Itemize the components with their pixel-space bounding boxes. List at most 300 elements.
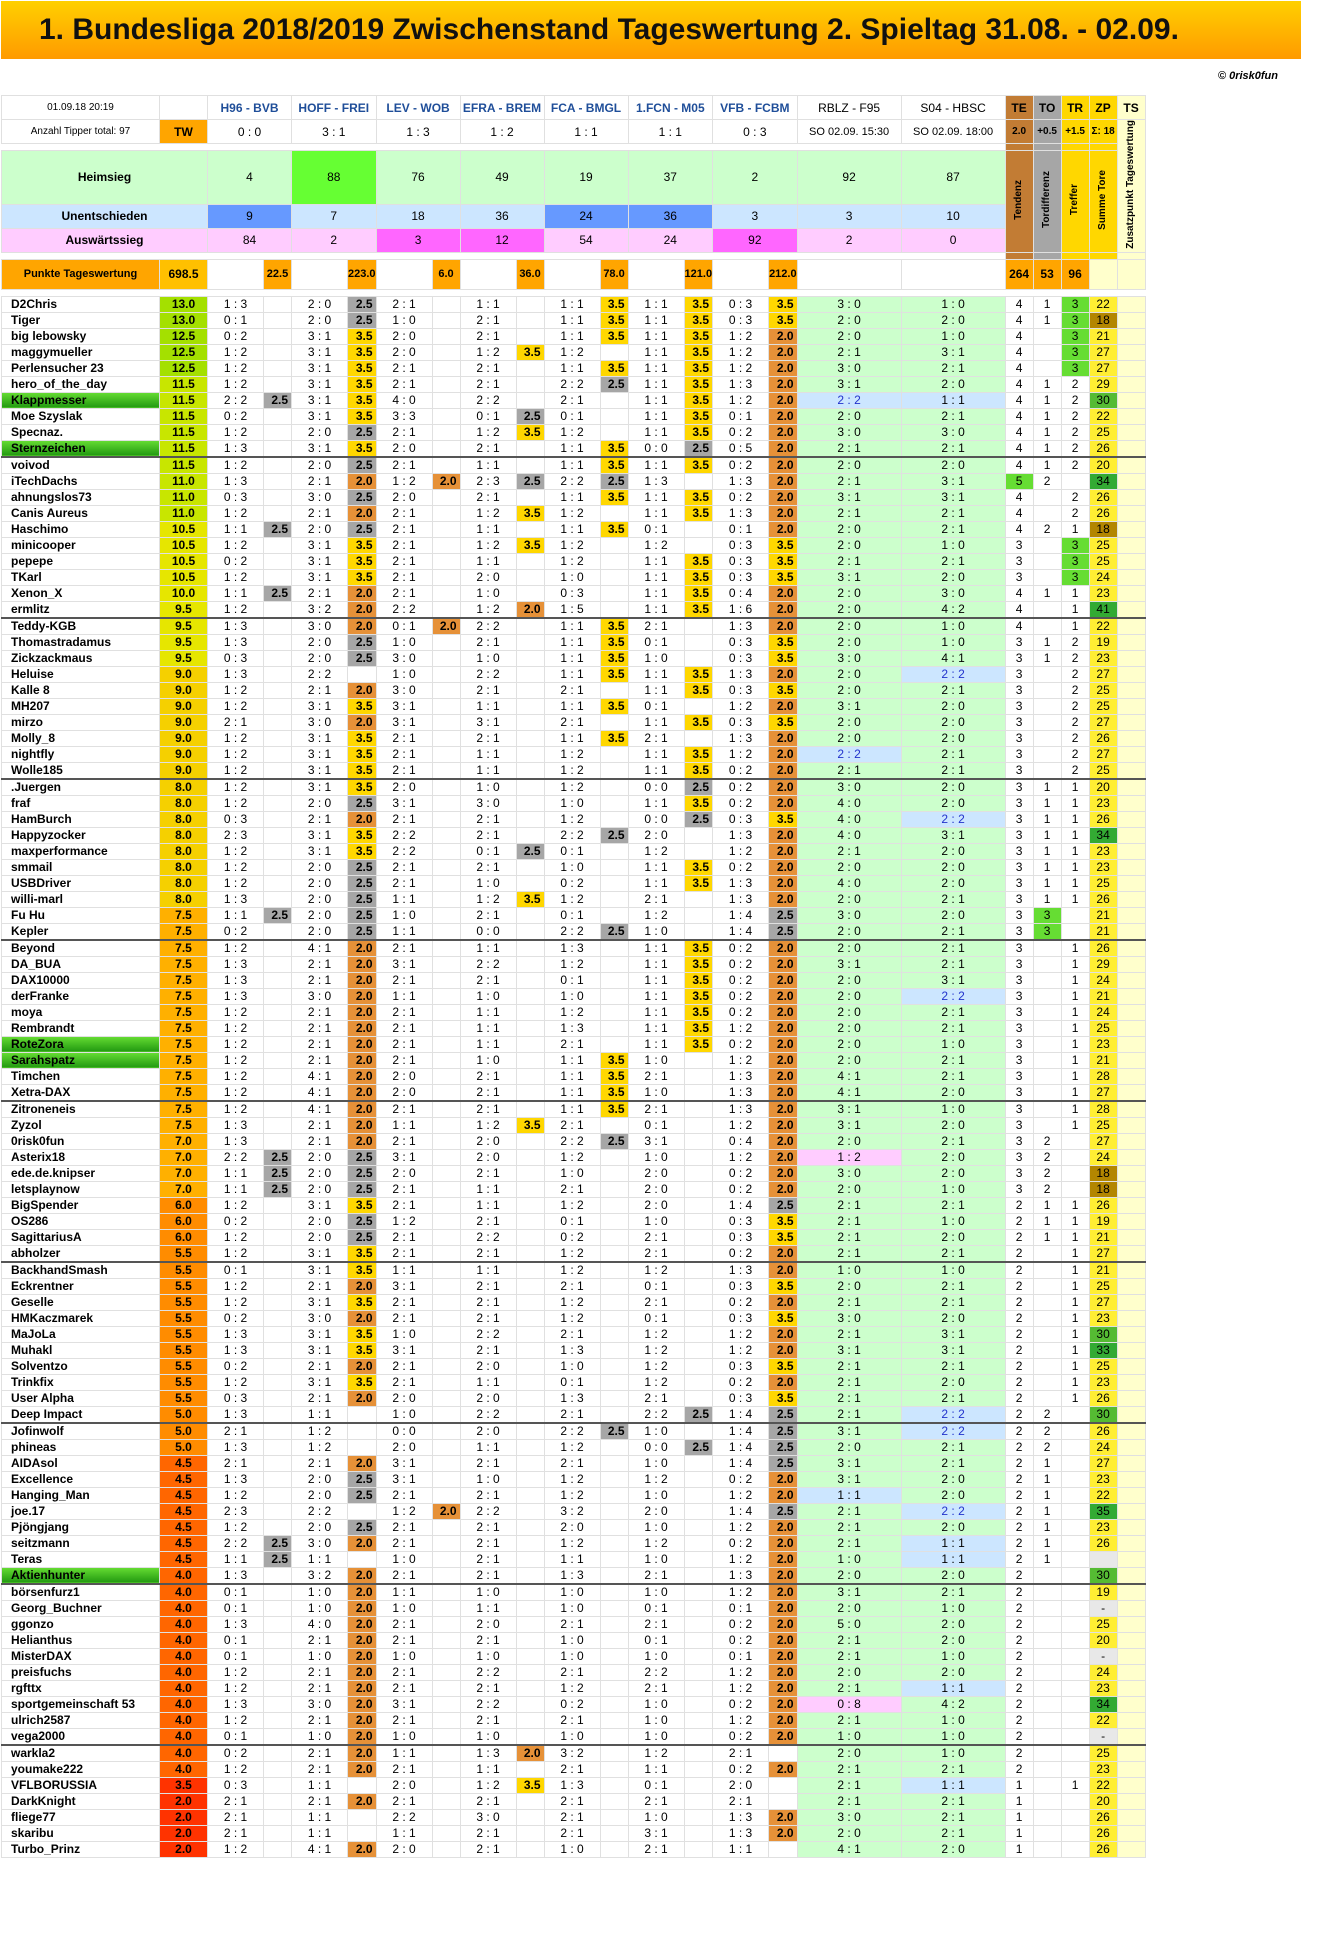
tip: 1 : 1 xyxy=(544,312,600,328)
tip: 1 : 2 xyxy=(208,537,264,553)
tip: 1 : 2 xyxy=(292,1439,348,1455)
tip: 1 : 1 xyxy=(544,457,600,474)
table-row xyxy=(2,1374,1146,1390)
tip: 2 : 1 xyxy=(797,1712,901,1728)
tip: 2 : 2 xyxy=(460,956,516,972)
tip-points xyxy=(516,1519,544,1535)
to-value xyxy=(1033,1600,1061,1616)
tr-value: 2 xyxy=(1061,424,1089,440)
to-value xyxy=(1033,553,1061,569)
tip-points xyxy=(348,1439,377,1455)
tip-points xyxy=(432,1052,460,1068)
to-value xyxy=(1033,1117,1061,1133)
tip-points xyxy=(264,923,292,940)
tip: 0 : 3 xyxy=(713,682,769,698)
tip: 2 : 2 xyxy=(376,1809,432,1825)
tip: 1 : 0 xyxy=(376,1728,432,1745)
ts-value xyxy=(1117,923,1145,940)
table-row xyxy=(2,1390,1146,1406)
tip: 3 : 1 xyxy=(376,698,432,714)
tip: 1 : 2 xyxy=(713,843,769,859)
tip: 0 : 1 xyxy=(628,1117,684,1133)
tip-points: 2.5 xyxy=(348,923,377,940)
ts-value xyxy=(1117,1761,1145,1777)
tip-points xyxy=(264,424,292,440)
tr-value: 1 xyxy=(1061,1229,1089,1245)
tip-points: 3.5 xyxy=(684,392,713,408)
tip-points: 2.0 xyxy=(769,1052,798,1068)
tip-points xyxy=(600,1165,628,1181)
zp-value: 21 xyxy=(1089,1052,1117,1068)
tip: 3 : 1 xyxy=(292,1294,348,1310)
tip: 3 : 1 xyxy=(797,569,901,585)
tip-points xyxy=(600,843,628,859)
tip-points xyxy=(432,1728,460,1745)
ts-value xyxy=(1117,1423,1145,1440)
tip: 0 : 0 xyxy=(376,1423,432,1440)
tipper-tw: 4.0 xyxy=(160,1712,208,1728)
tipper-tw: 7.5 xyxy=(160,1004,208,1020)
tip: 2 : 0 xyxy=(901,698,1005,714)
tip-points xyxy=(264,988,292,1004)
tr-value: 2 xyxy=(1061,730,1089,746)
zp-value: 21 xyxy=(1089,907,1117,923)
ts-value xyxy=(1117,1374,1145,1390)
tip-points: 2.0 xyxy=(348,1696,377,1712)
tip: 1 : 4 xyxy=(713,1423,769,1440)
zp-value: 28 xyxy=(1089,1101,1117,1118)
ts-value xyxy=(1117,585,1145,601)
tip-points xyxy=(264,1761,292,1777)
tipper-tw: 4.5 xyxy=(160,1455,208,1471)
tip: 3 : 0 xyxy=(797,360,901,376)
tip-points xyxy=(600,682,628,698)
tip-points: 3.5 xyxy=(684,859,713,875)
te-value: 4 xyxy=(1005,601,1033,618)
to-value: 1 xyxy=(1033,811,1061,827)
tip: 1 : 0 xyxy=(901,618,1005,635)
tip: 2 : 1 xyxy=(292,1390,348,1406)
tip: 1 : 1 xyxy=(208,1165,264,1181)
tip: 1 : 2 xyxy=(713,1052,769,1068)
tip: 1 : 2 xyxy=(208,730,264,746)
tipper-name: Xetra-DAX xyxy=(2,1084,160,1101)
tip: 2 : 2 xyxy=(901,1503,1005,1519)
tip-points xyxy=(264,1584,292,1601)
tipper-name: Excellence xyxy=(2,1471,160,1487)
tip: 1 : 0 xyxy=(376,1551,432,1567)
tip-points xyxy=(432,1101,460,1118)
tip: 1 : 1 xyxy=(628,1020,684,1036)
tip-points: 2.0 xyxy=(348,1101,377,1118)
to-value xyxy=(1033,682,1061,698)
ts-value xyxy=(1117,489,1145,505)
tip-points xyxy=(264,891,292,907)
table-row xyxy=(2,1584,1146,1601)
tip-points: 2.0 xyxy=(769,1567,798,1584)
tip-points xyxy=(516,1600,544,1616)
te-value: 2 xyxy=(1005,1245,1033,1262)
tip-points xyxy=(600,408,628,424)
tip: 0 : 1 xyxy=(628,1600,684,1616)
tip: 1 : 2 xyxy=(628,1342,684,1358)
tip-points: 2.0 xyxy=(769,1133,798,1149)
tip: 1 : 1 xyxy=(460,296,516,312)
tip: 3 : 0 xyxy=(376,650,432,666)
tip: 0 : 3 xyxy=(713,1310,769,1326)
points-total: 698.5 xyxy=(160,259,208,289)
ts-value xyxy=(1117,376,1145,392)
tip: 0 : 3 xyxy=(208,1390,264,1406)
tip: 1 : 3 xyxy=(713,1567,769,1584)
tip: 1 : 1 xyxy=(460,1181,516,1197)
tip: 2 : 0 xyxy=(376,779,432,796)
points-spacer xyxy=(292,259,348,289)
tip-points xyxy=(264,1728,292,1745)
te-value: 4 xyxy=(1005,376,1033,392)
tip-points xyxy=(600,779,628,796)
tip-points: 3.5 xyxy=(684,956,713,972)
tr-value xyxy=(1061,1632,1089,1648)
tr-value: 1 xyxy=(1061,1262,1089,1279)
tipper-name: 0risk0fun xyxy=(2,1133,160,1149)
tip-points xyxy=(600,424,628,440)
spacer xyxy=(1089,144,1117,151)
tipper-name: TKarl xyxy=(2,569,160,585)
tip-points xyxy=(516,1197,544,1213)
to-value xyxy=(1033,1068,1061,1084)
tip: 2 : 1 xyxy=(292,1278,348,1294)
tip-points xyxy=(600,537,628,553)
tip: 0 : 3 xyxy=(713,1213,769,1229)
ts-value xyxy=(1117,1165,1145,1181)
tip-points: 2.0 xyxy=(769,1262,798,1279)
tip-points xyxy=(264,1809,292,1825)
tip: 2 : 1 xyxy=(460,1487,516,1503)
ts-value xyxy=(1117,1648,1145,1664)
zp-value: 27 xyxy=(1089,1294,1117,1310)
tip: 1 : 1 xyxy=(544,650,600,666)
tip-points xyxy=(516,698,544,714)
tip-points: 2.0 xyxy=(348,1712,377,1728)
te-value: 2 xyxy=(1005,1471,1033,1487)
tip: 2 : 0 xyxy=(901,1229,1005,1245)
tipper-name: SagittariusA xyxy=(2,1229,160,1245)
tip-points xyxy=(600,972,628,988)
tip: 2 : 1 xyxy=(376,940,432,957)
zp-value: 22 xyxy=(1089,296,1117,312)
zp-value: 25 xyxy=(1089,1745,1117,1762)
tip-points: 3.5 xyxy=(684,1004,713,1020)
to-value xyxy=(1033,698,1061,714)
tip: 1 : 2 xyxy=(628,1358,684,1374)
tip: 1 : 2 xyxy=(713,1664,769,1680)
tip-points xyxy=(684,473,713,489)
table-row xyxy=(2,1535,1146,1551)
tip: 2 : 1 xyxy=(544,714,600,730)
tip: 1 : 2 xyxy=(713,360,769,376)
tip-points xyxy=(264,601,292,618)
tipper-tw: 4.0 xyxy=(160,1680,208,1696)
tip-points: 2.0 xyxy=(769,1664,798,1680)
tip-points xyxy=(432,1197,460,1213)
tip: 1 : 2 xyxy=(208,1680,264,1696)
tipper-name: iTechDachs xyxy=(2,473,160,489)
tip: 1 : 0 xyxy=(460,1052,516,1068)
tip-points xyxy=(432,1229,460,1245)
tip-points xyxy=(684,1423,713,1440)
tip-points xyxy=(684,650,713,666)
tip: 0 : 2 xyxy=(713,1632,769,1648)
tip: 1 : 1 xyxy=(460,1600,516,1616)
tip: 2 : 0 xyxy=(292,650,348,666)
tip: 2 : 1 xyxy=(376,811,432,827)
zp-value: 21 xyxy=(1089,923,1117,940)
tip-points: 3.5 xyxy=(769,537,798,553)
tip: 1 : 1 xyxy=(208,907,264,923)
ts-value xyxy=(1117,1551,1145,1567)
tip-points: 3.5 xyxy=(600,618,628,635)
tip-points: 2.0 xyxy=(769,1117,798,1133)
zp-value: 28 xyxy=(1089,1068,1117,1084)
tip: 1 : 1 xyxy=(292,1551,348,1567)
tip-points xyxy=(684,1841,713,1857)
tip-points xyxy=(432,1294,460,1310)
to-value: 1 xyxy=(1033,1229,1061,1245)
zp-value: 30 xyxy=(1089,1567,1117,1584)
tip-points xyxy=(684,1117,713,1133)
tip-points: 2.5 xyxy=(348,875,377,891)
tipper-tw: 4.0 xyxy=(160,1745,208,1762)
te-value: 2 xyxy=(1005,1487,1033,1503)
tip: 1 : 2 xyxy=(544,1149,600,1165)
tip-points xyxy=(600,1342,628,1358)
tip-points xyxy=(432,1487,460,1503)
tip-points xyxy=(684,1197,713,1213)
table-row xyxy=(2,1117,1146,1133)
tip: 2 : 0 xyxy=(797,585,901,601)
tr-value: 1 xyxy=(1061,601,1089,618)
to-value xyxy=(1033,1745,1061,1762)
tipper-tw: 7.0 xyxy=(160,1133,208,1149)
tip: 3 : 0 xyxy=(901,585,1005,601)
tip-points: 2.0 xyxy=(769,585,798,601)
tip-points: 2.0 xyxy=(769,746,798,762)
stat-value: 10 xyxy=(901,204,1005,228)
tip: 2 : 2 xyxy=(208,392,264,408)
tip-points xyxy=(264,553,292,569)
tip: 2 : 1 xyxy=(544,1326,600,1342)
ts-value xyxy=(1117,891,1145,907)
table-row xyxy=(2,634,1146,650)
points-value xyxy=(797,259,901,289)
table-row xyxy=(2,1245,1146,1262)
tip: 2 : 1 xyxy=(797,1503,901,1519)
table-row xyxy=(2,1262,1146,1279)
tip: 1 : 2 xyxy=(208,1278,264,1294)
tip: 2 : 1 xyxy=(544,1455,600,1471)
to-value xyxy=(1033,1310,1061,1326)
tip-points xyxy=(600,1793,628,1809)
table-row xyxy=(2,1551,1146,1567)
tip-points: 2.0 xyxy=(348,811,377,827)
tip: 4 : 0 xyxy=(292,1616,348,1632)
tip: 1 : 4 xyxy=(713,923,769,940)
tip-points: 3.5 xyxy=(684,746,713,762)
col-vertical-label: Summe Tore xyxy=(1097,169,1109,230)
tip-points xyxy=(432,1745,460,1762)
table-row xyxy=(2,521,1146,537)
te-value: 5 xyxy=(1005,473,1033,489)
tip: 1 : 1 xyxy=(460,553,516,569)
tip: 0 : 1 xyxy=(376,618,432,635)
stat-value: 18 xyxy=(376,204,460,228)
tipper-name: Kalle 8 xyxy=(2,682,160,698)
tip-points: 3.5 xyxy=(600,489,628,505)
te-value: 2 xyxy=(1005,1584,1033,1601)
tip-points xyxy=(432,1278,460,1294)
tr-value xyxy=(1061,1133,1089,1149)
tr-value: 2 xyxy=(1061,634,1089,650)
to-value xyxy=(1033,666,1061,682)
tip: 2 : 1 xyxy=(292,473,348,489)
tip: 1 : 0 xyxy=(901,537,1005,553)
tip: 1 : 2 xyxy=(713,1020,769,1036)
tip: 1 : 0 xyxy=(628,1423,684,1440)
tip: 2 : 1 xyxy=(797,1374,901,1390)
ts-sum xyxy=(1117,259,1145,289)
tip: 2 : 1 xyxy=(460,1551,516,1567)
tip: 1 : 1 xyxy=(544,1068,600,1084)
tip-points: 3.5 xyxy=(769,1278,798,1294)
tr-value: 1 xyxy=(1061,521,1089,537)
tip: 1 : 2 xyxy=(544,956,600,972)
tip-points: 2.0 xyxy=(348,972,377,988)
stat-value: 37 xyxy=(628,151,713,205)
tip-points: 2.5 xyxy=(600,376,628,392)
tip: 1 : 1 xyxy=(376,1117,432,1133)
tip-points xyxy=(600,1567,628,1584)
tip: 1 : 0 xyxy=(901,1101,1005,1118)
tip-points xyxy=(432,1664,460,1680)
tipper-tw: 4.5 xyxy=(160,1487,208,1503)
to-value xyxy=(1033,1390,1061,1406)
te-value: 4 xyxy=(1005,440,1033,457)
tip: 1 : 1 xyxy=(544,618,600,635)
tip: 1 : 0 xyxy=(628,923,684,940)
tip-points: 2.0 xyxy=(769,1181,798,1197)
tip: 1 : 1 xyxy=(544,730,600,746)
tip: 1 : 2 xyxy=(713,1712,769,1728)
tip: 1 : 3 xyxy=(713,827,769,843)
tip: 1 : 0 xyxy=(376,666,432,682)
tip: 3 : 2 xyxy=(292,601,348,618)
tip: 1 : 4 xyxy=(713,1503,769,1519)
tip: 1 : 3 xyxy=(208,618,264,635)
ts-value xyxy=(1117,424,1145,440)
tip-points xyxy=(600,1036,628,1052)
zp-value: 34 xyxy=(1089,827,1117,843)
zp-value: 27 xyxy=(1089,746,1117,762)
tip-points xyxy=(264,1052,292,1068)
tip: 0 : 1 xyxy=(544,1374,600,1390)
tr-value: 1 xyxy=(1061,859,1089,875)
tip: 2 : 0 xyxy=(901,843,1005,859)
tip: 2 : 2 xyxy=(901,666,1005,682)
table-row xyxy=(2,1165,1146,1181)
tip-points: 2.5 xyxy=(348,424,377,440)
tip-points xyxy=(264,1004,292,1020)
tip-points xyxy=(516,1294,544,1310)
tip-points xyxy=(432,1149,460,1165)
tip-points xyxy=(432,360,460,376)
zp-value: 18 xyxy=(1089,521,1117,537)
to-value xyxy=(1033,1374,1061,1390)
tip: 1 : 3 xyxy=(713,730,769,746)
tip: 1 : 1 xyxy=(544,1052,600,1068)
tip: 2 : 1 xyxy=(376,1519,432,1535)
tip-points xyxy=(264,1841,292,1857)
tip-points xyxy=(516,1503,544,1519)
tipper-tw: 7.5 xyxy=(160,1036,208,1052)
tip-points: 2.5 xyxy=(348,1181,377,1197)
match-result: 1 : 2 xyxy=(460,120,544,144)
ts-value xyxy=(1117,408,1145,424)
tip: 0 : 1 xyxy=(628,1632,684,1648)
to-value xyxy=(1033,1825,1061,1841)
te-value: 4 xyxy=(1005,312,1033,328)
tip-points xyxy=(684,1455,713,1471)
tip: 4 : 1 xyxy=(797,1841,901,1857)
tip: 2 : 1 xyxy=(460,972,516,988)
tip-points: 2.0 xyxy=(769,1245,798,1262)
ts-value xyxy=(1117,1712,1145,1728)
tip: 2 : 1 xyxy=(901,1294,1005,1310)
stat-value: 92 xyxy=(797,151,901,205)
tip: 1 : 0 xyxy=(628,1213,684,1229)
to-value xyxy=(1033,1664,1061,1680)
tip-points: 3.5 xyxy=(600,1101,628,1118)
tipper-tw: 9.5 xyxy=(160,634,208,650)
tip-points xyxy=(684,1793,713,1809)
tip-points xyxy=(432,682,460,698)
tipper-tw: 5.5 xyxy=(160,1245,208,1262)
tip-points: 2.5 xyxy=(348,1213,377,1229)
zp-value: 29 xyxy=(1089,376,1117,392)
tip-points: 3.5 xyxy=(348,762,377,779)
tip: 0 : 1 xyxy=(628,698,684,714)
ts-value xyxy=(1117,1567,1145,1584)
tip: 1 : 0 xyxy=(544,1358,600,1374)
tip-points xyxy=(264,795,292,811)
tip: 1 : 4 xyxy=(713,1439,769,1455)
tipper-name: MH207 xyxy=(2,698,160,714)
tip: 0 : 4 xyxy=(713,1133,769,1149)
tip-points xyxy=(432,601,460,618)
to-value: 1 xyxy=(1033,392,1061,408)
te-value: 2 xyxy=(1005,1567,1033,1584)
tip-points xyxy=(600,1149,628,1165)
tip-points: 2.0 xyxy=(348,1745,377,1762)
tip: 2 : 2 xyxy=(544,923,600,940)
tip: 1 : 1 xyxy=(460,1439,516,1455)
tr-value: 1 xyxy=(1061,1052,1089,1068)
spacer xyxy=(2,144,1006,151)
tip: 0 : 2 xyxy=(208,923,264,940)
tip-points xyxy=(264,1712,292,1728)
tipper-name: joe.17 xyxy=(2,1503,160,1519)
tip: 0 : 2 xyxy=(713,1181,769,1197)
